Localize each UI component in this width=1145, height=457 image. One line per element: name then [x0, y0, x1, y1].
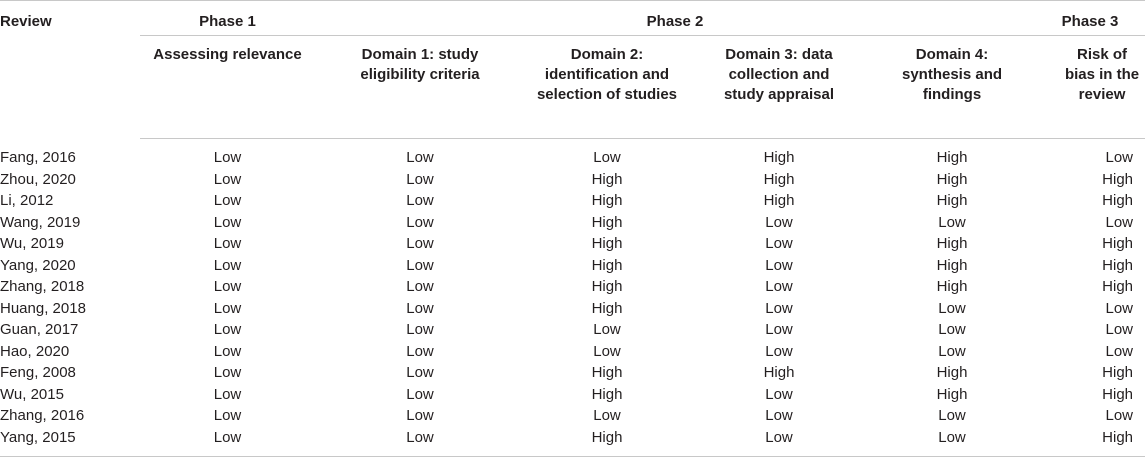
- rating-cell-p3: High: [1102, 364, 1134, 381]
- domain2-label: Domain 2: identification and selection of studies: [536, 46, 678, 103]
- rating-cell-p1: Low: [213, 299, 242, 317]
- phase2-header: Phase 2: [315, 1, 1035, 36]
- rating-cell-p1: Low: [213, 385, 242, 403]
- domain2-header: [525, 36, 689, 139]
- rating-cell-p3: High: [1102, 385, 1134, 403]
- rating-cell-d3: Low: [765, 385, 793, 403]
- rating-cell-p3: Low: [1105, 342, 1134, 360]
- rating-cell-d4: High: [936, 256, 968, 274]
- rating-cell-p3: High: [1102, 235, 1134, 252]
- review-cell: Huang, 2018: [0, 299, 86, 317]
- rating-cell-p3: High: [1102, 170, 1134, 188]
- rating-cell-d1: Low: [406, 321, 434, 338]
- rating-cell-d2: High: [591, 192, 623, 209]
- rating-cell-d3: High: [763, 192, 795, 209]
- phase3-sub-label: Risk of bias in the review: [1064, 46, 1140, 103]
- rating-cell-p1: Low: [213, 149, 242, 166]
- rating-cell-d3: Low: [765, 342, 793, 360]
- rating-cell-d4: Low: [938, 213, 966, 231]
- rating-cell-d4: High: [936, 364, 968, 381]
- rating-cell-p3: Low: [1105, 299, 1134, 317]
- rating-cell-p3: High: [1102, 256, 1134, 274]
- rating-cell-d1: Low: [406, 235, 434, 252]
- rating-cell-p1: Low: [213, 364, 242, 381]
- rating-cell-d1: Low: [406, 149, 434, 166]
- rating-cell-d1: Low: [315, 427, 525, 457]
- rating-cell-d1: Low: [406, 385, 434, 403]
- phase1-subheader: Assessing relevance: [140, 36, 315, 139]
- rating-cell-d2: High: [525, 427, 689, 457]
- rating-cell-d2: High: [591, 213, 623, 231]
- table-row: [0, 319, 1145, 341]
- domain4-label: Domain 4: synthesis and findings: [901, 46, 1003, 103]
- rating-cell-d2: High: [591, 256, 623, 274]
- rating-cell-p3: Low: [1105, 149, 1134, 166]
- rating-cell-d4: Low: [938, 299, 966, 317]
- table-row: [0, 298, 1145, 320]
- rating-cell-d1: Low: [406, 256, 434, 274]
- table-row: [0, 427, 1145, 457]
- rating-cell-d3: High: [763, 170, 795, 188]
- review-cell: Wang, 2019: [0, 213, 81, 231]
- rating-cell-d1: Low: [406, 342, 434, 360]
- rating-cell-d2: High: [591, 170, 623, 188]
- review-column-header: Review: [0, 1, 140, 139]
- rating-cell-p3: Low: [1105, 213, 1134, 231]
- table-row: [0, 362, 1145, 384]
- rating-cell-p3: High: [1102, 192, 1134, 209]
- rating-cell-d4: Low: [938, 342, 966, 360]
- rating-cell-d4: High: [936, 278, 968, 295]
- header-row-domains: [0, 36, 1145, 139]
- rating-cell-d1: Low: [406, 170, 434, 188]
- domain1-label: Domain 1: study eligibility criteria: [360, 46, 480, 83]
- table-row: [0, 169, 1145, 191]
- rating-cell-d4: High: [936, 385, 968, 403]
- rating-cell-p1: Low: [213, 321, 242, 338]
- rating-cell-d4: Low: [938, 321, 966, 338]
- rating-cell-d3: Low: [765, 321, 793, 338]
- rating-cell-p1: Low: [213, 213, 242, 231]
- domain1-header: [315, 36, 525, 139]
- rating-cell-d1: Low: [406, 213, 434, 231]
- review-cell: Zhang, 2016: [0, 407, 85, 424]
- rating-cell-d3: High: [763, 364, 795, 381]
- rating-cell-d2: Low: [593, 149, 621, 166]
- table-row: [0, 384, 1145, 406]
- review-cell: Yang, 2020: [0, 256, 76, 274]
- rating-cell-d2: High: [591, 235, 623, 252]
- phase3-subheader: [1035, 36, 1145, 139]
- review-cell: Wu, 2019: [0, 235, 64, 252]
- rating-cell-d4: Low: [938, 407, 966, 424]
- table-row: [0, 405, 1145, 427]
- rating-cell-p3: Low: [1105, 407, 1134, 424]
- rating-cell-d1: Low: [406, 364, 434, 381]
- domain4-header: [869, 36, 1035, 139]
- domain3-header: [689, 36, 869, 139]
- rating-cell-p1: Low: [213, 235, 242, 252]
- table-body: [0, 139, 1145, 457]
- review-cell: Zhou, 2020: [0, 170, 76, 188]
- review-cell: Yang, 2015: [0, 427, 140, 457]
- header-row-phases: [0, 1, 1145, 36]
- rating-cell-p1: Low: [140, 427, 315, 457]
- domain3-label: Domain 3: data collection and study appraisal: [723, 46, 835, 103]
- table-row: [0, 233, 1145, 255]
- phase3-header: Phase 3: [1035, 1, 1145, 36]
- rating-cell-d3: Low: [765, 299, 793, 317]
- rating-cell-d2: Low: [593, 407, 621, 424]
- rating-cell-d4: High: [936, 170, 968, 188]
- rating-cell-p1: Low: [213, 170, 242, 188]
- review-cell: Li, 2012: [0, 192, 54, 209]
- rating-cell-d2: Low: [593, 321, 621, 338]
- rating-cell-p1: Low: [213, 278, 242, 295]
- review-cell: Hao, 2020: [0, 342, 70, 360]
- rating-cell-p3: High: [1035, 427, 1145, 457]
- table-row: [0, 139, 1145, 169]
- rating-cell-d4: High: [936, 235, 968, 252]
- rating-cell-d1: Low: [406, 299, 434, 317]
- rating-cell-p1: Low: [213, 407, 242, 424]
- rating-cell-d1: Low: [406, 192, 434, 209]
- table-header: [0, 1, 1145, 139]
- rating-cell-d3: Low: [765, 278, 793, 295]
- rating-cell-p1: Low: [213, 256, 242, 274]
- table-row: [0, 255, 1145, 277]
- rating-cell-d3: Low: [765, 256, 793, 274]
- rating-cell-d2: High: [591, 299, 623, 317]
- table-row: [0, 190, 1145, 212]
- rating-cell-d3: Low: [765, 407, 793, 424]
- rating-cell-d3: Low: [765, 213, 793, 231]
- rating-cell-d2: High: [591, 385, 623, 403]
- rating-cell-d1: Low: [406, 407, 434, 424]
- table-row: [0, 276, 1145, 298]
- table-row: [0, 341, 1145, 363]
- rating-cell-d3: Low: [765, 235, 793, 252]
- table-row: [0, 212, 1145, 234]
- rating-cell-d1: Low: [406, 278, 434, 295]
- rating-cell-p3: Low: [1105, 321, 1134, 338]
- review-cell: Zhang, 2018: [0, 278, 85, 295]
- rating-cell-d3: Low: [689, 427, 869, 457]
- rating-cell-d3: High: [763, 149, 795, 166]
- review-cell: Guan, 2017: [0, 321, 79, 338]
- rating-cell-p1: Low: [213, 192, 242, 209]
- review-cell: Feng, 2008: [0, 364, 76, 381]
- phase1-header: Phase 1: [140, 1, 315, 36]
- rating-cell-d2: High: [591, 364, 623, 381]
- rating-cell-d2: High: [591, 278, 623, 295]
- rating-cell-d4: High: [936, 149, 968, 166]
- rating-cell-p1: Low: [213, 342, 242, 360]
- rating-cell-d2: Low: [593, 342, 621, 360]
- rating-cell-p3: High: [1102, 278, 1134, 295]
- review-cell: Fang, 2016: [0, 148, 76, 166]
- rating-cell-d4: Low: [869, 427, 1035, 457]
- rating-cell-d4: High: [936, 192, 968, 209]
- review-cell: Wu, 2015: [0, 385, 64, 403]
